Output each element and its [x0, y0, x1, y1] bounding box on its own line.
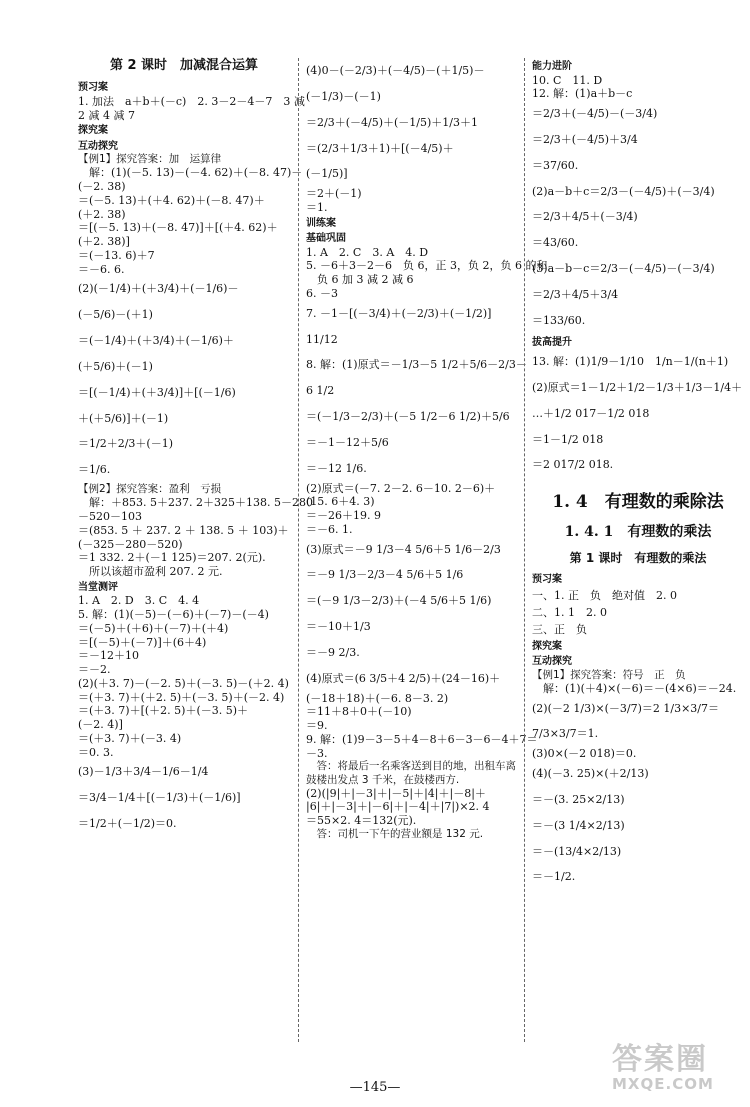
page-number: —145—: [349, 1080, 401, 1095]
section-label: 当堂测评: [78, 581, 118, 593]
answer-line: ＝(＋3. 7)＋(＋2. 5)＋(－3. 5)＋(－2. 4): [78, 690, 285, 704]
answer-line: ＝2/3＋(－4/5)－(－3/4): [532, 107, 658, 120]
answer-line: 解：＋853. 5＋237. 2＋325＋138. 5－280: [78, 496, 313, 510]
section-label: 预习案: [78, 82, 108, 94]
answer-line: ＝2/3＋4/5＋3/4: [532, 287, 619, 301]
answer-line: ＝1.: [306, 200, 328, 214]
answer-line: ＝(－1/4)＋(＋3/4)＋(－1/6)＋: [78, 334, 234, 348]
answer-line: ＝(－1/3－2/3)＋(－5 1/2－6 1/2)＋5/6: [306, 410, 510, 424]
section-heading: 1. 4. 1 有理数的乘法: [564, 523, 712, 540]
answer-line: ＝2/3＋4/5＋(－3/4): [532, 210, 638, 224]
answer-line: (＋5/6)＋(－1): [78, 359, 153, 373]
answer-line: (2)a－b＋c＝2/3－(－4/5)＋(－3/4): [532, 184, 715, 198]
answer-line: ＝2/3＋(－4/5)＋(－1/5)＋1/3＋1: [306, 115, 478, 129]
answer-line: (－325－280－520): [78, 537, 183, 551]
answer-line: 答：将最后一名乘客送到目的地，出租车离: [306, 760, 516, 773]
section-label: 探究案: [78, 125, 108, 137]
column-divider: [524, 58, 525, 1042]
answer-line: (2)(|9|＋|－3|＋|－5|＋|4|＋|－8|＋: [306, 786, 486, 800]
answer-line: 【例1】探究答案：符号 正 负: [532, 668, 686, 681]
answer-line: ＝(－5)＋(＋6)＋(－7)＋(＋4): [78, 621, 229, 635]
watermark-url: MXQE.COM: [612, 1074, 714, 1093]
column-divider: [298, 58, 299, 1042]
answer-line: 1. A 2. C 3. A 4. D: [306, 245, 429, 259]
answer-line: (4)(－3. 25)×(＋2/13): [532, 767, 649, 781]
answer-line: 负 6 加 3 减 2 减 6: [306, 273, 414, 287]
answer-line: 一、1. 正 负 绝对值 2. 0: [532, 588, 677, 602]
answer-line: ＝1/6.: [78, 463, 111, 477]
answer-line: (＋2. 38): [78, 207, 126, 221]
watermark-logo: [612, 1041, 742, 1103]
answer-line: (－2. 38): [78, 180, 126, 194]
answer-line: 解：(1)(－5. 13)－(－4. 62)＋(－8. 47)－: [78, 166, 303, 180]
answer-line: 10. C 11. D: [532, 73, 603, 87]
section-label: 拔高提升: [532, 336, 572, 348]
answer-line: 7/3×3/7＝1.: [532, 727, 599, 741]
section-label: 基础巩固: [306, 233, 346, 245]
answer-line: ＝－10＋1/3: [306, 620, 371, 634]
answer-line: ＝[(－5)＋(－7)]＋(6＋4): [78, 635, 207, 649]
answer-line: ＝－9 1/3－2/3－4 5/6＋5 1/6: [306, 568, 464, 582]
answer-line: (＋2. 38)]: [78, 235, 130, 249]
answer-line: (3)a－b－c＝2/3－(－4/5)－(－3/4): [532, 262, 715, 276]
answer-line: 三、正 负: [532, 622, 587, 636]
answer-line: …＋1/2 017－1/2 018: [532, 406, 650, 420]
answer-line: ＝－26＋19. 9: [306, 509, 381, 523]
answer-line: 13. 解：(1)1/9－1/10 1/n－1/(n＋1): [532, 355, 729, 369]
answer-line: (2)原式＝(－7. 2－2. 6－10. 2－6)＋: [306, 481, 496, 495]
section-label: 探究案: [532, 640, 562, 652]
watermark-text: 答案圈: [612, 1042, 708, 1077]
answer-line: ＝2＋(－1): [306, 187, 362, 201]
answer-line: (2)原式＝1－1/2＋1/2－1/3＋1/3－1/4＋: [532, 380, 743, 394]
answer-line: (－5/6)－(＋1): [78, 308, 153, 322]
answer-line: (2)(－1/4)＋(＋3/4)＋(－1/6)－: [78, 282, 239, 296]
answer-line: －3.: [306, 746, 328, 760]
answer-line: ＝11＋8＋0＋(－10): [306, 705, 412, 719]
answer-line: (4)0－(－2/3)＋(－4/5)－(＋1/5)－: [306, 64, 485, 77]
answer-line: ＝－1/2.: [532, 870, 576, 884]
section-heading: 1. 4 有理数的乘除法: [552, 492, 724, 513]
answer-line: ＝－9 2/3.: [306, 646, 360, 659]
answer-line: ＝2 017/2 018.: [532, 458, 614, 472]
answer-line: (－1/5)]: [306, 167, 348, 181]
answer-line: (－18＋18)＋(－6. 8－3. 2): [306, 691, 449, 705]
answer-line: ＝0. 3.: [78, 745, 114, 759]
answer-line: 12. 解：(1)a＋b－c: [532, 87, 633, 101]
answer-line: (－1/3)－(－1): [306, 89, 381, 103]
answer-line: ＝(2/3＋1/3＋1)＋[(－4/5)＋: [306, 141, 454, 155]
section-heading: 第 1 课时 有理数的乘法: [569, 551, 707, 566]
answer-line: ＝37/60.: [532, 158, 579, 172]
answer-line: ＝－(13/4×2/13): [532, 844, 622, 858]
answer-line: ＝(－9 1/3－2/3)＋(－4 5/6＋5 1/6): [306, 594, 492, 608]
answer-line: 1. 加法 a＋b＋(－c) 2. 3－2－4－7 3 减: [78, 94, 305, 108]
answer-line: 6. －3: [306, 286, 338, 300]
answer-line: ＝－(3. 25×2/13): [532, 792, 625, 806]
section-label: 互动探究: [78, 140, 118, 152]
answer-line: 7. －1－[(－3/4)＋(－2/3)＋(－1/2)]: [306, 306, 492, 320]
answer-line: ＝－1－12＋5/6: [306, 435, 389, 449]
answer-line: ＝(＋3. 7)＋(－3. 4): [78, 731, 182, 745]
answer-line: ＝－6. 1.: [306, 522, 353, 536]
answer-line: ＝－12 1/6.: [306, 461, 367, 475]
answer-line: ＝－2.: [78, 663, 111, 676]
answer-line: |6|＋|－3|＋|－6|＋|－4|＋|7|)×2. 4: [306, 800, 490, 814]
answer-line: ＝55×2. 4＝132(元).: [306, 814, 417, 828]
answer-line: －520－103: [78, 510, 142, 523]
answer-line: ＝1/2＋2/3＋(－1): [78, 437, 173, 451]
answer-line: ＝1－1/2 018: [532, 432, 604, 446]
answer-line: ＝133/60.: [532, 313, 586, 327]
answer-line: ＝－6. 6.: [78, 262, 125, 276]
answer-line: ＝[(－5. 13)＋(－8. 47)]＋[(＋4. 62)＋: [78, 221, 278, 235]
answer-line: ＝1/2＋(－1/2)＝0.: [78, 816, 177, 830]
answer-line: 解：(1)(＋4)×(－6)＝－(4×6)＝－24.: [532, 681, 737, 695]
answer-line: ＝9.: [306, 719, 328, 733]
answer-line: ＝43/60.: [532, 236, 579, 250]
section-label: 互动探究: [532, 656, 572, 668]
answer-line: 鼓楼出发点 3 千米，在鼓楼西方.: [306, 773, 460, 786]
answer-line: ＝(－5. 13)＋(＋4. 62)＋(－8. 47)＋: [78, 193, 265, 207]
answer-line: 2 减 4 减 7: [78, 108, 135, 122]
answer-line: (2)(＋3. 7)－(－2. 5)＋(－3. 5)－(＋2. 4): [78, 676, 289, 690]
answer-line: 1. A 2. D 3. C 4. 4: [78, 594, 200, 608]
answer-line: ＝－12＋10: [78, 649, 139, 663]
answer-line: 答：司机一下午的营业额是 132 元.: [306, 827, 484, 840]
answer-line: ＝－(3 1/4×2/13): [532, 818, 625, 832]
answer-line: 【例1】探究答案：加 运算律: [78, 153, 222, 166]
answer-line: (2)(－2 1/3)×(－3/7)＝2 1/3×3/7＝: [532, 701, 719, 715]
answer-line: (－2. 4)]: [78, 718, 123, 731]
answer-line: ＝2/3＋(－4/5)＋3/4: [532, 132, 638, 146]
answer-line: ＝3/4－1/4＋[(－1/3)＋(－1/6)]: [78, 791, 241, 805]
answer-line: 6 1/2: [306, 384, 335, 398]
answer-line: ＝(－13. 6)＋7: [78, 248, 155, 262]
answer-line: 5. －6＋3－2－6 负 6，正 3，负 2，负 6 的和: [306, 259, 548, 273]
answer-line: 【例2】探究答案：盈利 亏损: [78, 483, 222, 496]
section-label: 训练案: [306, 217, 336, 229]
answer-line: 第 2 课时 加减混合运算: [109, 58, 259, 73]
answer-line: ＝1 332. 2＋(－1 125)＝207. 2(元).: [78, 551, 266, 565]
answer-line: 5. 解：(1)(－5)－(－6)＋(－7)－(－4): [78, 608, 269, 621]
column-right: [532, 58, 744, 890]
section-label: 预习案: [532, 574, 562, 586]
answer-line: 所以该超市盈利 207. 2 元.: [78, 565, 223, 578]
section-label: 能力进阶: [532, 61, 572, 72]
answer-line: (3)－1/3＋3/4－1/6－1/4: [78, 765, 209, 779]
answer-line: ＝(＋3. 7)＋[(＋2. 5)＋(－3. 5)＋: [78, 704, 249, 718]
answer-line: (4)原式＝(6 3/5＋4 2/5)＋(24－16)＋: [306, 671, 501, 685]
answer-line: ＋(＋5/6)]＋(－1): [78, 411, 169, 425]
answer-line: 11/12: [306, 332, 338, 346]
answer-line: 二、1. 1 2. 0: [532, 605, 607, 619]
column-left: [78, 58, 313, 837]
answer-line: 8. 解：(1)原式＝－1/3－5 1/2＋5/6－2/3－: [306, 358, 527, 372]
answer-line: (3)0×(－2 018)＝0.: [532, 747, 637, 761]
answer-line: 9. 解：(1)9－3－5＋4－8＋6－3－6－4＋7＝: [306, 732, 538, 746]
answer-line: (3)原式＝－9 1/3－4 5/6＋5 1/6－2/3: [306, 542, 501, 556]
answer-line: (15. 6＋4. 3): [306, 495, 375, 509]
answer-line: ＝(853. 5 ＋ 237. 2 ＋ 138. 5 ＋ 103)＋: [78, 523, 289, 537]
answer-line: ＝[(－1/4)＋(＋3/4)]＋[(－1/6): [78, 385, 236, 399]
